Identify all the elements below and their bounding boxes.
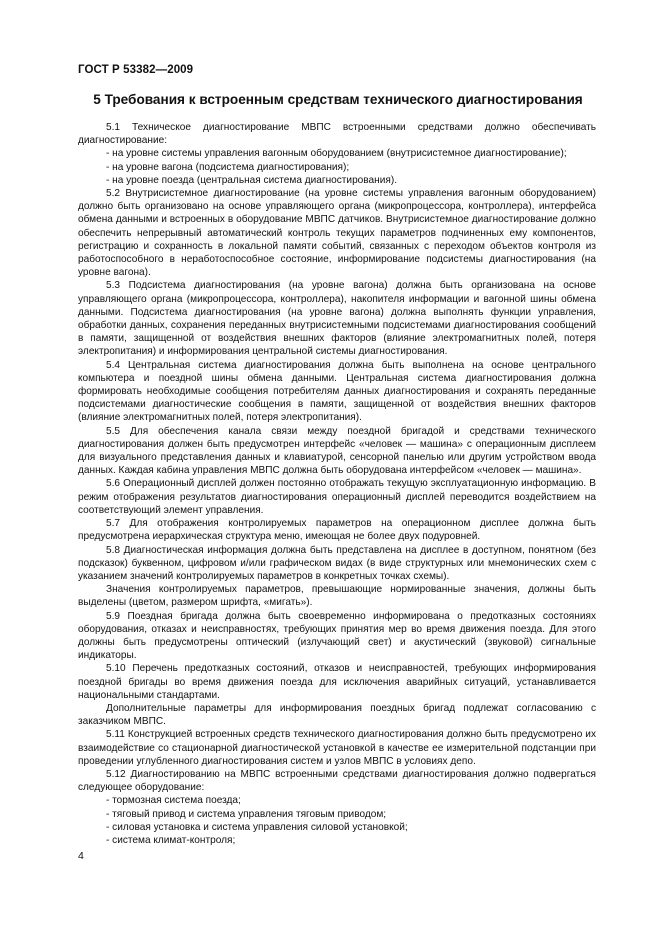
document-code: ГОСТ Р 53382—2009 [78, 64, 194, 76]
paragraph-5-9: 5.9 Поездная бригада должна быть своевременно информирована о предотказных состояниях оборудования, отказах и неисправностях, требующих принятия мер во время движения поезда. Для этого должны быть предусмотрены оптический (излучающий свет) и акустический (звуковой) сигнальные индикаторы. [78, 610, 596, 662]
list-item: - на уровне системы управления вагонным оборудованием (внутрисистемное диагностирование); [106, 148, 567, 160]
paragraph-5-2: 5.2 Внутрисистемное диагностирование (на уровне системы управления вагонным оборудованием) должно быть организовано на основе управляющего органа (микропроцессора, контроллера), интерфейса обмена данными и встроенных в оборудование МВПС датчиков. Внутрисистемное диагностирование должно обеспечить непрерывный автоматический контроль текущих параметров подчиненных ему компонентов, регистрацию и сохранность в локальной памяти событий, связанных с переходом объектов контроля из работоспособного в неработоспособное состояние, информирование подсистемы диагностирования (на уровне вагона). [78, 188, 596, 279]
paragraph-5-3: 5.3 Подсистема диагностирования (на уровне вагона) должна быть организована на основе управляющего органа (микропроцессора, контроллера), накопителя информации и вагонной шины обмена данными. Подсистема диагностирования (на уровне вагона) должна выполнять функции управления, обработки данных, сохранения переданных внутрисистемными подсистемами диагностирования сообщений в памяти, защищенной от воздействия внешних факторов (влияние электромагнитных полей, потеря электропитания) и информирования центральной системы диагностирования. [78, 280, 596, 358]
list-item: - тормозная система поезда; [106, 795, 241, 807]
list-item: - силовая установка и система управления силовой установкой; [106, 821, 408, 833]
paragraph-5-12: 5.12 Диагностированию на МВПС встроенными средствами диагностирования должно подвергаться следующее оборудование: [78, 768, 596, 794]
paragraph-5-8-note: Значения контролируемых параметров, превышающие нормированные значения, должны быть выделены (цветом, размером шрифта, «мигать»). [78, 584, 596, 609]
paragraph-5-6: 5.6 Операционный дисплей должен постоянно отображать текущую эксплуатационную информацию. В режим отображения результатов диагностирования операционный дисплей переводится воздействием на соответствующий элемент управления. [78, 478, 596, 516]
paragraph-5-10-note: Дополнительные параметры для информирования поездных бригад подлежат согласованию с заказчиком МВПС. [78, 702, 596, 728]
list-item: - система климат-контроля; [106, 834, 236, 846]
list-item: - тяговый привод и система управления тяговым приводом; [106, 808, 387, 820]
paragraph-5-4: 5.4 Центральная система диагностирования должна быть выполнена на основе центрального компьютера и поездной шины обмена данными. Центральная система диагностирования должна формировать необходимые сообщения потребителям данных диагностирования и сохранять переданные подсистемами диагностические сообщения в памяти, защищенной от воздействия внешних факторов (влияние электромагнитных полей, потеря электропитания). [78, 359, 596, 424]
list-item: - на уровне вагона (подсистема диагностирования); [106, 161, 350, 173]
section-body [78, 121, 596, 847]
paragraph-5-10: 5.10 Перечень предотказных состояний, отказов и неисправностей, требующих информирования поездной бригады во время движения поезда для исключения аварийных ситуаций, устанавливается национальными стандартами. [78, 663, 596, 701]
page-number: 4 [78, 850, 84, 862]
list-item: - на уровне поезда (центральная система диагностирования). [106, 174, 397, 186]
paragraph-5-1: 5.1 Техническое диагностирование МВПС встроенными средствами должно обеспечивать диагностирование: [78, 122, 596, 147]
paragraph-5-11: 5.11 Конструкцией встроенных средств технического диагностирования должно быть предусмотрено их взаимодействие со стационарной диагностической установкой в качестве ее измерительной подстанции при проведении углубленного диагностирования систем и узлов МВПС в условиях депо. [78, 729, 596, 767]
paragraph-5-7: 5.7 Для отображения контролируемых параметров на операционном дисплее должна быть предусмотрена иерархическая структура меню, имеющая не более двух подуровней. [78, 518, 596, 543]
paragraph-5-5: 5.5 Для обеспечения канала связи между поездной бригадой и средствами технического диагностирования должен быть предусмотрен интерфейс «человек — машина» с операционным дисплеем для визуального представления данных и клавиатурой, сенсорной панелью или другим устройством ввода данных. Каждая кабина управления МВПС должна быть оборудована интерфейсом «человек — машина». [78, 425, 596, 477]
paragraph-5-8: 5.8 Диагностическая информация должна быть представлена на дисплее в доступном, понятном (без подсказок) буквенном, цифровом и/или графическом видах (в виде структурных или мнемонических схем с указанием значений контролируемых параметров в конкретных точках схемы). [78, 544, 596, 582]
section-title: 5 Требования к встроенным средствам технического диагностирования [93, 92, 583, 107]
